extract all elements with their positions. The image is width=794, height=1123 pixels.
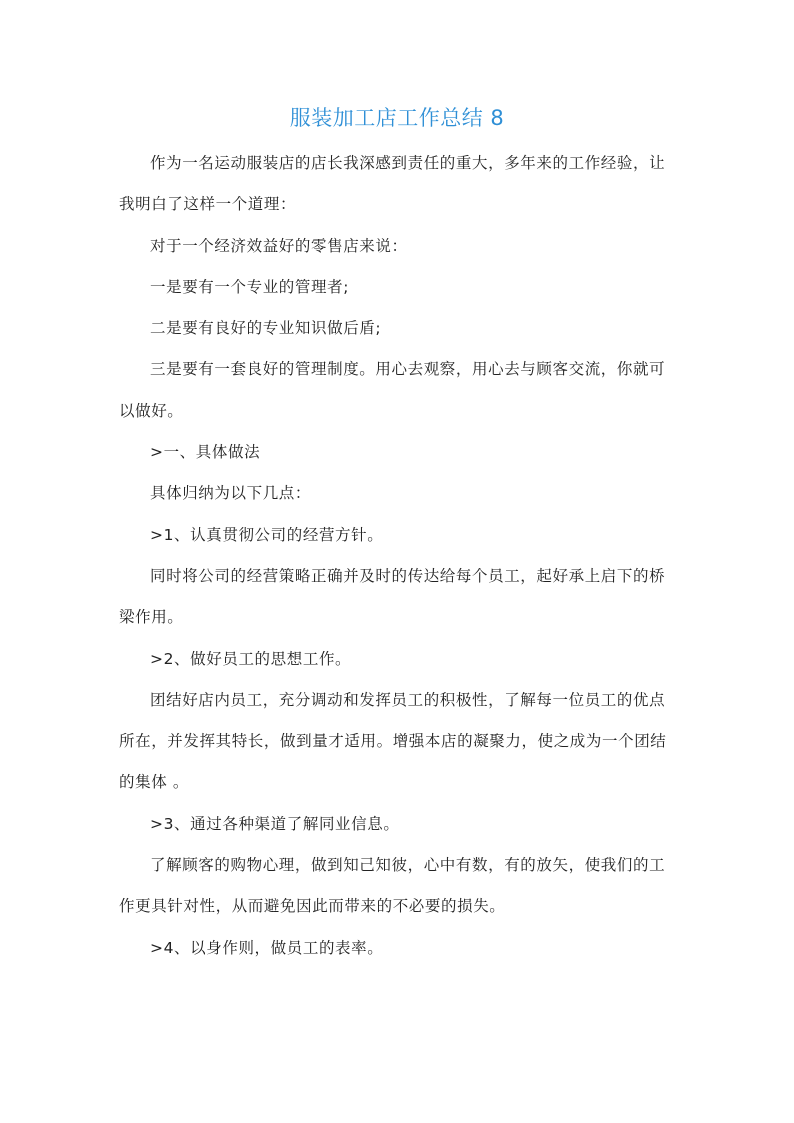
paragraph-retail-store: 对于一个经济效益好的零售店来说：	[150, 236, 408, 255]
paragraph-intro: 作为一名运动服装店的店长我深感到责任的重大，多年来的工作经验，让我明白了这样一个道理：	[119, 154, 666, 214]
item-heading-4: >4、以身作则，做员工的表率。	[150, 938, 384, 957]
paragraph-point-one: 一是要有一个专业的管理者;	[150, 277, 350, 296]
section-heading-methods: >一、具体做法	[150, 443, 261, 462]
paragraph-point-three: 三是要有一套良好的管理制度。用心去观察，用心去与顾客交流，你就可以做好。	[119, 360, 666, 420]
document-title: 服装加工店工作总结 8	[289, 106, 505, 130]
item-heading-1: >1、认真贯彻公司的经营方针。	[150, 525, 384, 544]
item-body-2: 团结好店内员工，充分调动和发挥员工的积极性，了解每一位员工的优点所在，并发挥其特长，做到量才适用。增强本店的凝聚力，使之成为一个团结的集体 。	[119, 690, 667, 792]
item-heading-3: >3、通过各种渠道了解同业信息。	[150, 814, 400, 833]
item-body-3: 了解顾客的购物心理，做到知己知彼，心中有数，有的放矢，使我们的工作更具针对性，从而避免因此而带来的不必要的损失。	[119, 856, 666, 916]
paragraph-point-two: 二是要有良好的专业知识做后盾;	[150, 319, 382, 338]
document-body	[119, 143, 675, 969]
item-heading-2: >2、做好员工的思想工作。	[150, 649, 352, 668]
item-body-1: 同时将公司的经营策略正确并及时的传达给每个员工，起好承上启下的桥梁作用。	[119, 566, 666, 627]
paragraph-summary-lead: 具体归纳为以下几点：	[150, 484, 312, 503]
